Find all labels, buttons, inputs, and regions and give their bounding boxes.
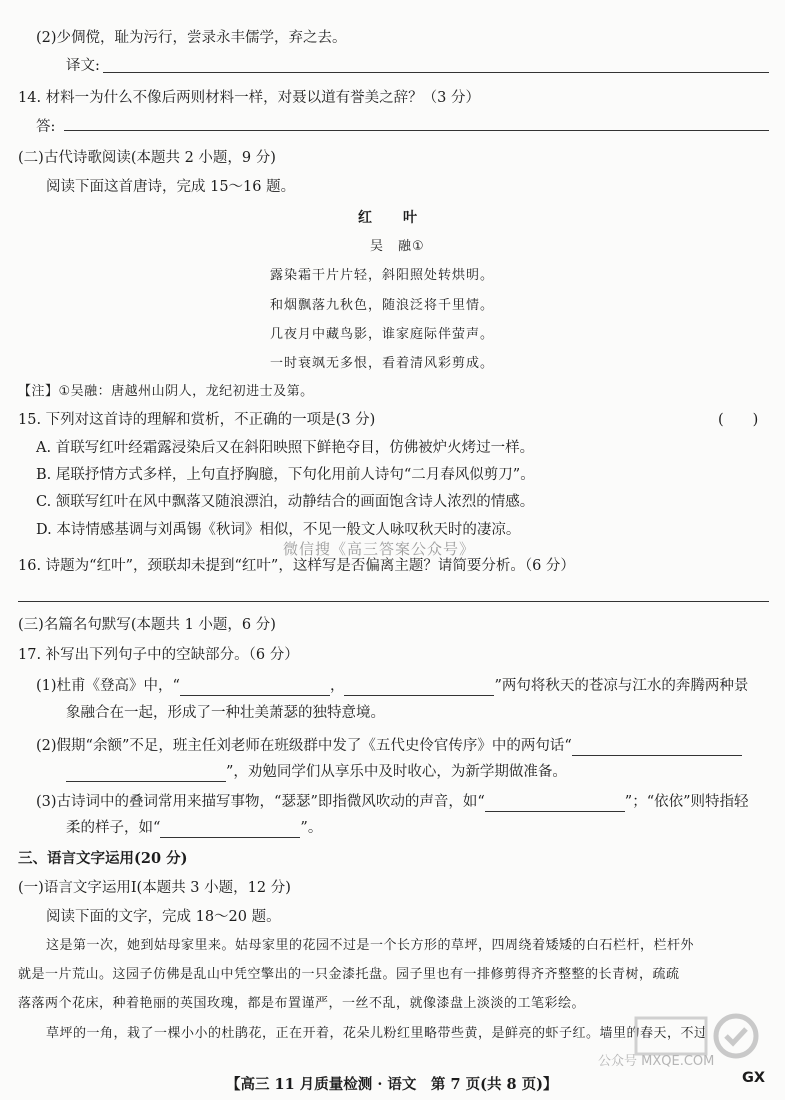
- poem-line-2: 和烟飘落九秋色，随浪泛将千里情。: [270, 298, 495, 313]
- blank-17-3b[interactable]: [160, 822, 300, 838]
- question-14: 14. 材料一为什么不像后两则材料一样，对聂以道有誉美之辞？（3 分）: [18, 90, 481, 106]
- part-3-intro: 阅读下面的文字，完成 18～20 题。: [46, 909, 281, 925]
- q13-item-2: (2)少倜傥，耻为污行，尝录永丰儒学，弃之去。: [36, 30, 347, 46]
- poem-line-4: 一时衰飒无多恨，看着清风彩剪成。: [270, 356, 495, 371]
- blank-17-3a[interactable]: [485, 796, 625, 812]
- part-3-subtitle: (一)语言文字运用Ⅰ(本题共 3 小题，12 分): [18, 880, 291, 896]
- question-16: 16. 诗题为“红叶”，颈联却未提到“红叶”，这样写是否偏离主题？请简要分析。（6 分）: [18, 558, 575, 574]
- answer-line-14[interactable]: [64, 130, 769, 131]
- section-2-title: (二)古代诗歌阅读(本题共 2 小题，9 分): [18, 150, 276, 166]
- section-3-title: (三)名篇名句默写(本题共 1 小题，6 分): [18, 617, 276, 633]
- footer-code: GX: [742, 1070, 766, 1086]
- section-2-intro: 阅读下面这首唐诗，完成 15～16 题。: [46, 179, 296, 195]
- q17-item-3: (3)古诗词中的叠词常用来描写事物，“瑟瑟”即指微风吹动的声音，如“ ”；“依依”则特指轻: [36, 794, 749, 810]
- translate-label: 译文:: [66, 58, 100, 74]
- poem-title: 红 叶: [358, 210, 418, 226]
- watermark-logo-text: 公众号 MXQE.COM: [598, 1054, 715, 1069]
- q15-option-d[interactable]: D. 本诗情感基调与刘禹锡《秋词》相似，不见一般文人咏叹秋天时的凄凉。: [36, 522, 521, 538]
- passage-line-1: 这是第一次，她到姑母家里来。姑母家里的花园不过是一个长方形的草坪，四周绕着矮矮的白石栏杆，栏杆外: [46, 938, 695, 953]
- watermark-text: 微信搜《高三答案公众号》: [283, 540, 476, 558]
- part-3-title: 三、语言文字运用(20 分): [18, 850, 188, 867]
- blank-17-1a[interactable]: [180, 680, 330, 696]
- question-15: 15. 下列对这首诗的理解和赏析，不正确的一项是(3 分): [18, 412, 376, 428]
- translate-answer-line[interactable]: [103, 72, 769, 73]
- passage-line-4: 草坪的一角，栽了一棵小小的杜鹃花，正在开着，花朵儿粉红里略带些黄，是鲜亮的虾子红。墙里的春天，不过: [46, 1026, 708, 1041]
- page-footer: 【高三 11 月质量检测 · 语文 第 7 页(共 8 页)】: [226, 1076, 558, 1093]
- passage-line-3: 落落两个花床，种着艳丽的英国玫瑰，都是布置谨严，一丝不乱，就像漆盘上淡淡的工笔彩绘。: [18, 996, 586, 1011]
- question-17: 17. 补写出下列句子中的空缺部分。（6 分）: [18, 647, 299, 663]
- poem-author: 吴 融①: [370, 239, 425, 254]
- q17-item-1: (1)杜甫《登高》中，“ ， ”两句将秋天的苍凉与江水的奔腾两种景: [36, 678, 749, 694]
- q17-item-3-cont: 柔的样子，如“ ”。: [66, 820, 323, 836]
- q15-option-a[interactable]: A. 首联写红叶经霜露浸染后又在斜阳映照下鲜艳夺目，仿佛被炉火烤过一样。: [36, 440, 535, 456]
- q15-option-c[interactable]: C. 颔联写红叶在风中飘落又随浪漂泊，动静结合的画面饱含诗人浓烈的情感。: [36, 494, 535, 510]
- poem-line-1: 露染霜干片片轻，斜阳照处转烘明。: [270, 268, 495, 283]
- answer-bracket-15[interactable]: ( ): [718, 412, 759, 428]
- blank-17-2a[interactable]: [572, 740, 742, 756]
- blank-17-2b[interactable]: [66, 766, 226, 782]
- poem-note: 【注】①吴融：唐越州山阴人，龙纪初进士及第。: [18, 384, 314, 399]
- q17-item-2: (2)假期“余额”不足，班主任刘老师在班级群中发了《五代史伶官传序》中的两句话“: [36, 736, 742, 756]
- answer-line-16[interactable]: [18, 601, 769, 602]
- q17-item-1-cont: 象融合在一起，形成了一种壮美萧瑟的独特意境。: [66, 705, 385, 721]
- passage-line-2: 就是一片荒山。这园子仿佛是乱山中凭空擎出的一只金漆托盘。园子里也有一排修剪得齐齐整整的长青树，疏疏: [18, 967, 680, 982]
- poem-line-3: 几夜月中藏鸟影，谁家庭际伴萤声。: [270, 327, 495, 342]
- blank-17-1b[interactable]: [344, 680, 494, 696]
- q17-item-2-cont: ”，劝勉同学们从享乐中及时收心，为新学期做准备。: [66, 762, 567, 782]
- answer-label: 答:: [36, 119, 56, 135]
- q15-option-b[interactable]: B. 尾联抒情方式多样，上句直抒胸臆，下句化用前人诗句“二月春风似剪刀”。: [36, 467, 535, 483]
